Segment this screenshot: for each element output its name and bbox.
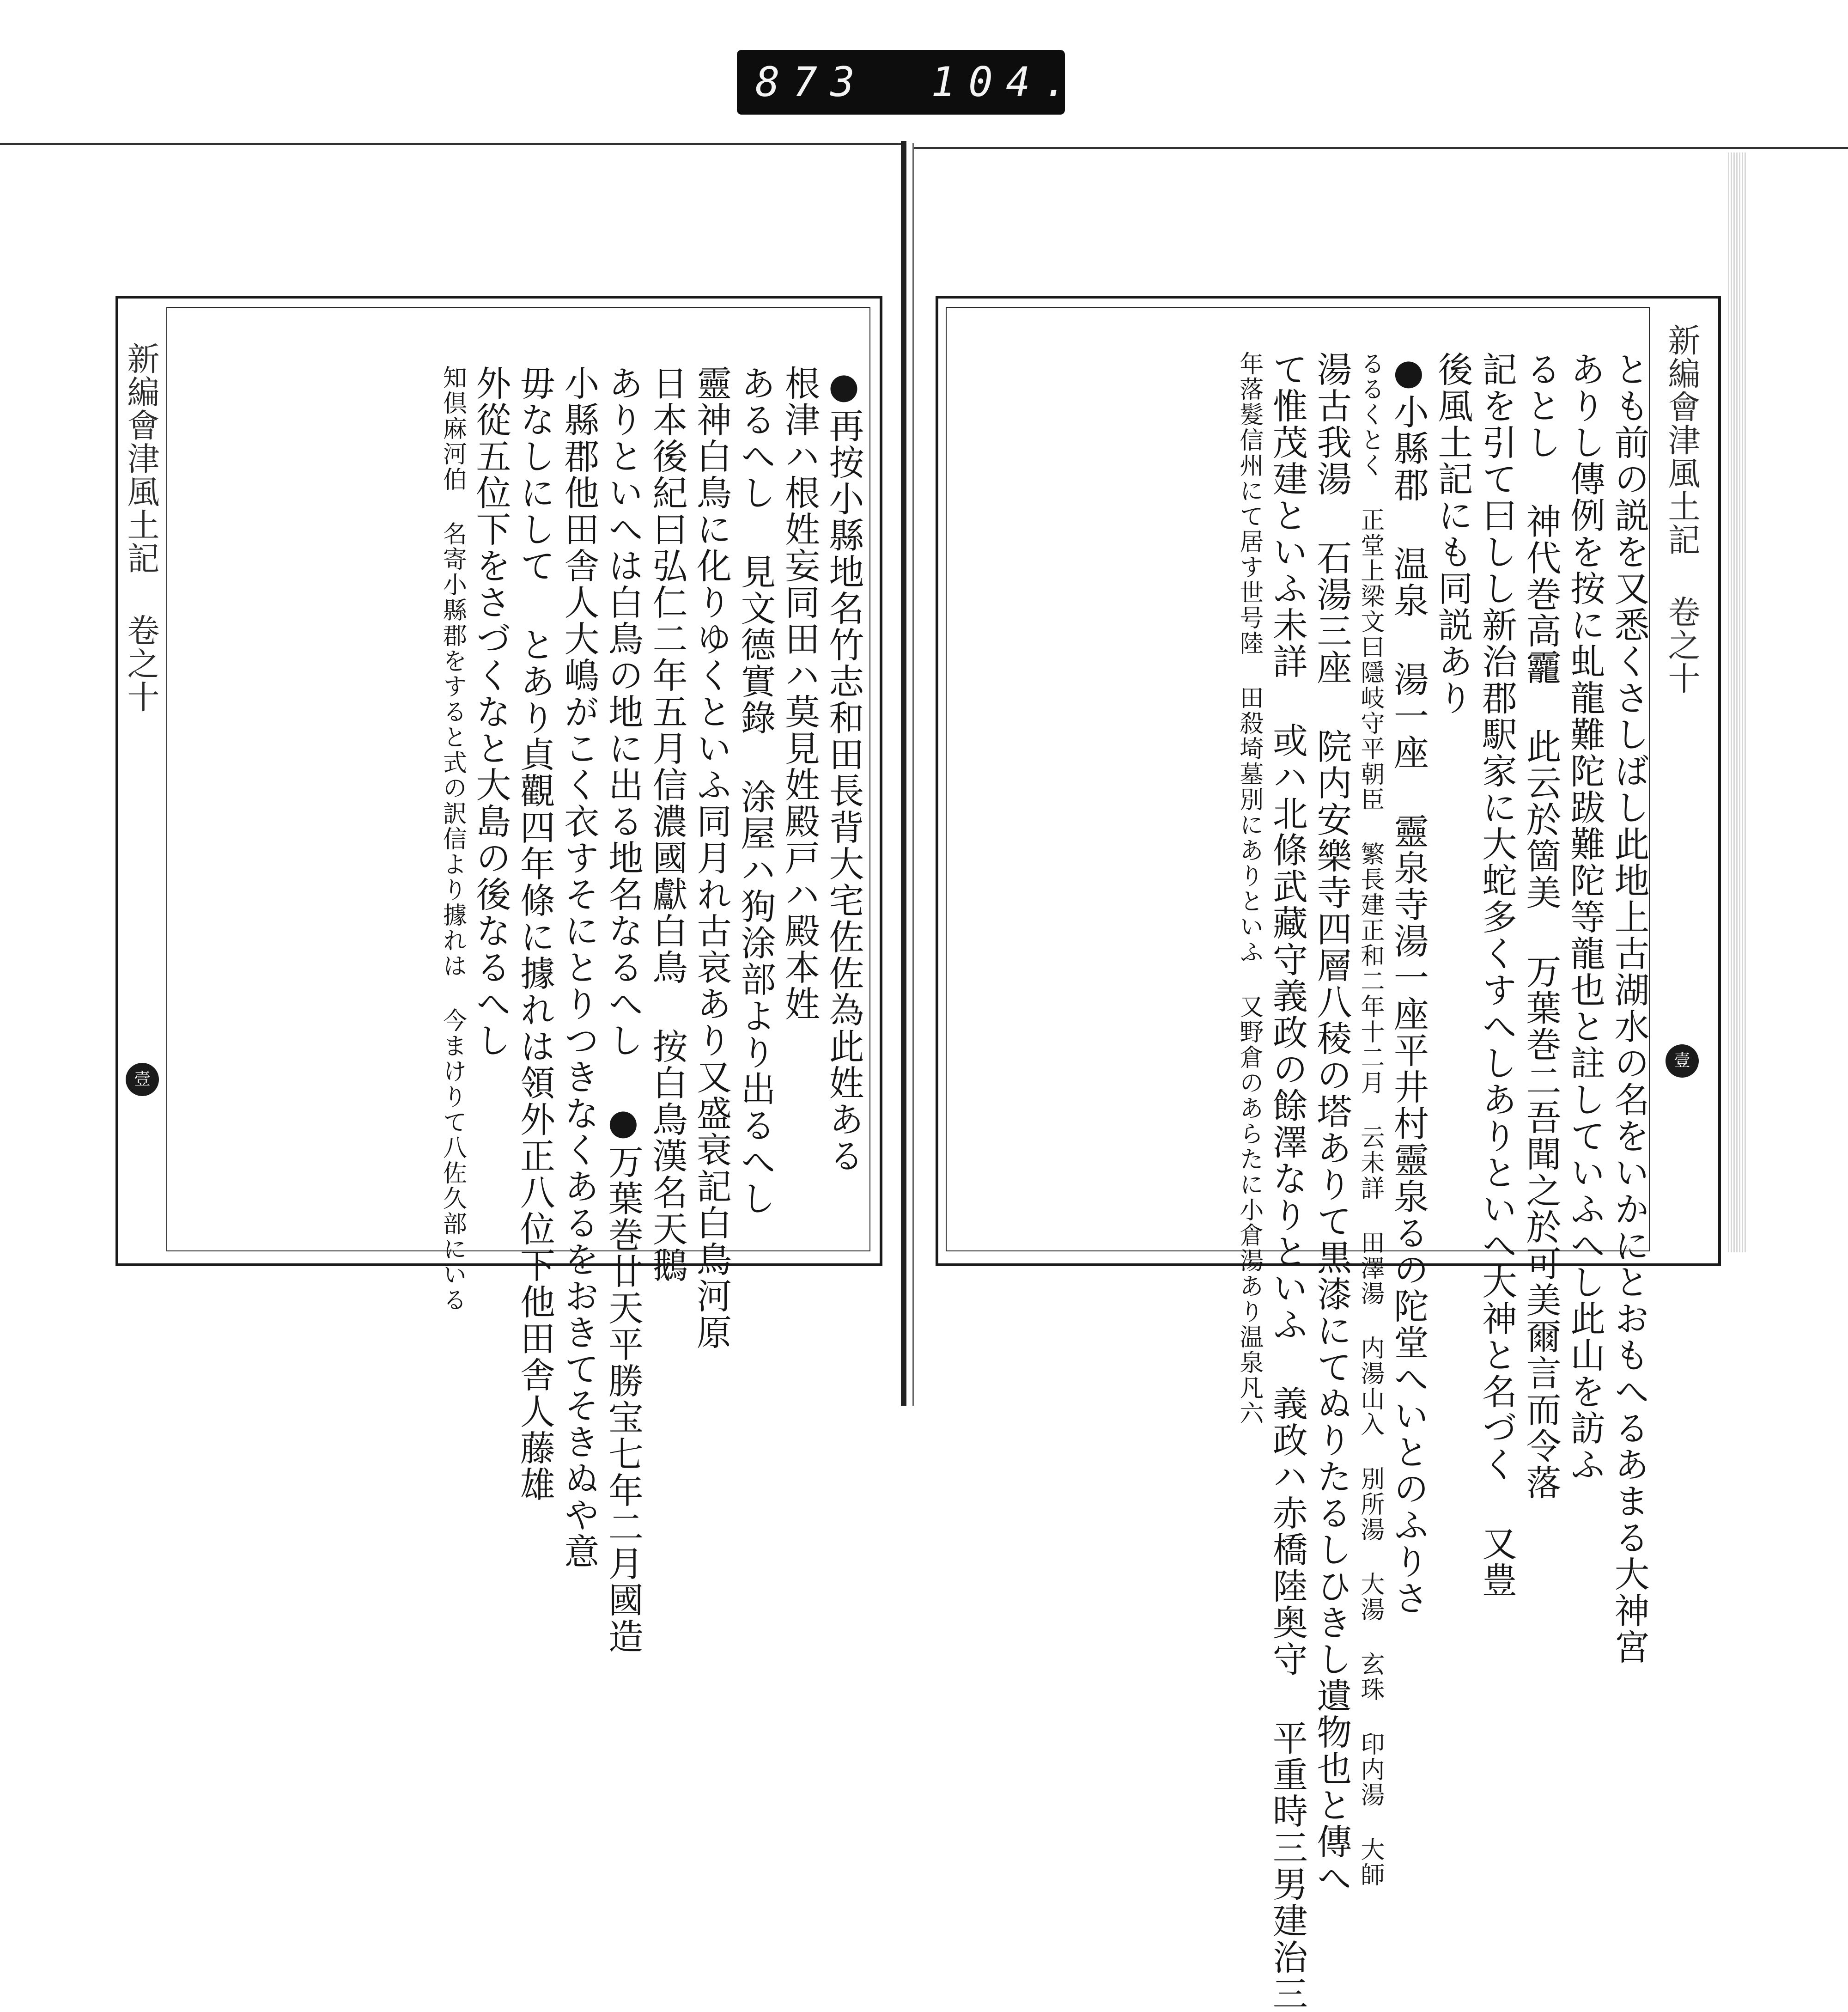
right-column-3: るとし 神代巻高龗 此云於箇美 万葉巻二吾聞之於可美爾言而令落 (1520, 351, 1562, 1501)
right-column-9: て惟茂建といふ未詳 或ハ北條武藏守義政の餘澤なりといふ 義政ハ赤橋陸奥守 平重時三男建治三 (1267, 351, 1308, 2012)
call-number-part-a: 873 (755, 58, 868, 106)
call-number-part-b: 104. (931, 58, 1081, 106)
right-column-8: 湯古我湯 石湯三座 院内安樂寺四層八稜の塔ありて黒漆にてぬりたるしひきし遺物也と傳へ (1311, 351, 1352, 1896)
right-page-stack-edge (1728, 152, 1746, 1252)
left-column-8: 毋なしにして とあり貞觀四年條に據れは領外正八位下他田舎人藤雄 (514, 365, 556, 1503)
left-column-5: 日本後紀曰弘仁二年五月信濃國獻白鳥 按白鳥漢名天鵝 (646, 365, 688, 1284)
call-number-label (737, 50, 1081, 115)
right-column-2: ありし傳例を按に虬龍難陀跋難陀等龍也と註していふへし此山を訪ふ (1564, 351, 1606, 1483)
left-column-1: ●再按小縣地名竹志和田長背大宅佐佐為此姓ある (823, 365, 864, 1174)
left-column-4: 靈神白鳥に化りゆくといふ同月れ古哀あり又盛衰記白鳥河原 (691, 365, 732, 1351)
right-text-block (954, 351, 1650, 2012)
left-text-block (178, 365, 864, 1655)
left-top-edge-line (0, 143, 901, 145)
binding-gutter (901, 141, 906, 1406)
left-column-10: 知倶麻河伯 名寄小縣郡をすると式の訳信より據れは 今まけりて八佐久部にいる (438, 365, 467, 1313)
right-column-1: とも前の説を又悉くさしばし此地上古湖水の名をいかにとおもへるあまる大神宮 (1609, 351, 1650, 1665)
left-column-2: 根津ハ根姓妄同田ハ莫見姓殿戸ハ殿本姓 (779, 365, 821, 1022)
right-page (936, 296, 1721, 2012)
right-column-4: 記を引て曰しし新治郡駅家に大蛇多くすへしありといへ大神と名づく 又豊 (1476, 351, 1518, 1598)
left-page (116, 296, 882, 1655)
right-column-10: 年落髮信州にて居す世号陸 田殺埼墓別にありといふ 又野倉のあらたに小倉湯あり温泉凡六 (1235, 351, 1263, 1426)
right-column-5: 後風土記にも同説あり (1432, 351, 1473, 716)
left-column-9: 外從五位下をさづくなと大島の後なるへし (470, 365, 511, 1059)
left-folio-mark: 壹 (126, 1063, 159, 1096)
left-column-3: あるへし 見文德實錄 涂屋ハ狗涂部より出るへし (735, 365, 776, 1217)
left-margin-header: 新編會津風土記 卷之十 (122, 342, 160, 713)
right-top-edge-line (912, 147, 1848, 149)
left-column-6: ありといへは白鳥の地に出る地名なるへし ●万葉巻廿天平勝宝七年二月國造 (602, 365, 644, 1655)
right-column-6: ●小縣郡 温泉 湯一座 靈泉寺湯一座平井村靈泉るの陀堂へいとのふりさ (1388, 351, 1429, 1616)
right-margin-header: 新編會津風土記 卷之十 (1663, 323, 1701, 695)
right-column-7: るるくとく 正堂上梁文曰隱岐守平朝臣 繁長建正和二年十二月 云未詳 田澤湯 内湯山入 別所湯 大湯 玄珠 印内湯 大師 (1356, 351, 1384, 1888)
right-folio-mark: 壹 (1666, 1044, 1699, 1078)
left-column-7: 小縣郡他田舎人大嶋がこく衣すそにとりつきなくあるをおきてそきぬや意 (558, 365, 600, 1570)
binding-gutter-shadow (912, 143, 914, 1406)
